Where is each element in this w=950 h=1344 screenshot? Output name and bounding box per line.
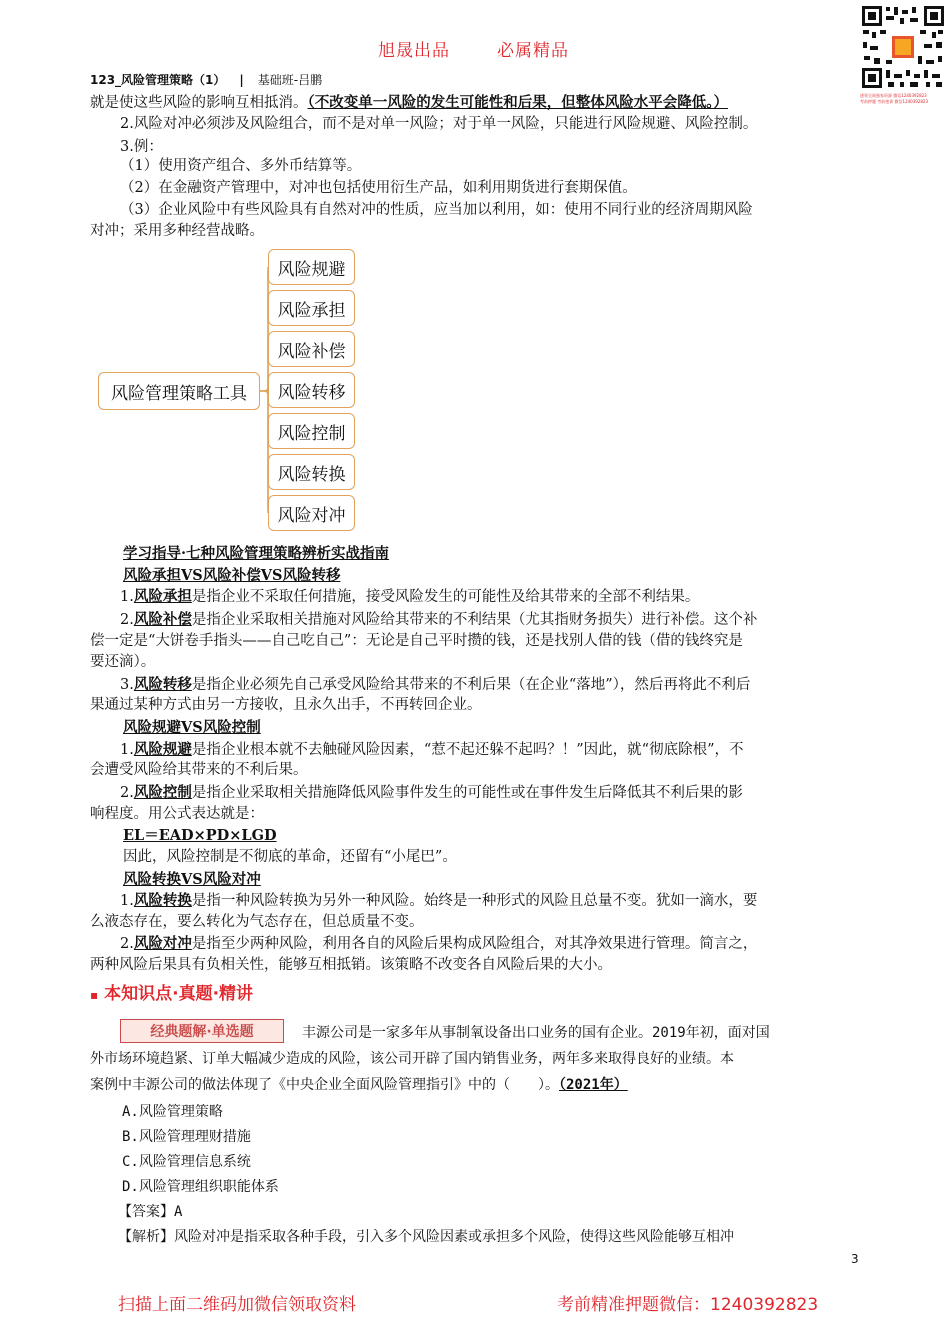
guide-title: 学习指导·七种风险管理策略辨析实战指南 xyxy=(123,545,390,562)
term-risk-control: 风险控制 xyxy=(133,784,192,801)
guide-s3-item-2-line-2: 两种风险后果具有负相关性，能够互相抵销。该策略不改变各自风险后果的大小。 xyxy=(90,957,612,973)
intro-line-6: （3）企业风险中有些风险具有自然对冲的性质，应当加以利用，如：使用不同行业的经济周期风险 xyxy=(120,202,753,218)
item-text: 是指企业采取相关措施对风险给其带来的不利结果（尤其指财务损失）进行补偿。这个补 xyxy=(191,612,758,628)
guide-section-1-title: 风险承担VS风险补偿VS风险转移 xyxy=(123,567,341,584)
intro-line-2: 2.风险对冲必须涉及风险组合，而不是对单一风险；对于单一风险，只能进行风险规避、风险控制。 xyxy=(120,116,758,132)
term-risk-transfer: 风险转移 xyxy=(133,676,192,693)
term-risk-acceptance: 风险承担 xyxy=(133,588,192,605)
question-stem-line-2: 外市场环境趋紧、订单大幅减少造成的风险，该公司开辟了国内销售业务，两年多来取得良好的业绩。本 xyxy=(90,1051,734,1067)
mindmap-node-6: 风险转换 xyxy=(268,454,355,490)
guide-s3-item-2 xyxy=(120,933,890,955)
option-c: C.风险管理信息系统 xyxy=(122,1154,251,1170)
guide-s2-item-1 xyxy=(120,739,890,761)
mindmap-node-2: 风险承担 xyxy=(268,290,355,326)
guide-s2-item-2-line-4: 因此，风险控制是不彻底的革命，还留有“小尾巴”。 xyxy=(123,849,457,865)
guide-s2-item-2 xyxy=(120,782,890,804)
qr-caption xyxy=(860,93,948,105)
guide-s2-item-1-line-2: 会遭受风险给其带来的不利后果。 xyxy=(90,762,308,778)
item-text: 是指企业必须先自己承受风险给其带来的不利后果（在企业“落地”），然后再将此不利后 xyxy=(191,677,751,693)
qr-code-image xyxy=(860,4,946,90)
mindmap-node-1: 风险规避 xyxy=(268,249,355,285)
qr-caption-line-1: 速领全网独家资源 微信1240392823 xyxy=(860,93,927,98)
intro-line-1 xyxy=(90,92,860,114)
item-text: 是指企业采取相关措施降低风险事件发生的可能性或在事件发生后降低其不利后果的影 xyxy=(191,785,743,801)
item-number: 1. xyxy=(120,742,134,758)
guide-s2-item-2-line-2: 响程度。用公式表达就是： xyxy=(90,806,264,822)
question-stem-line-3 xyxy=(90,1074,628,1094)
intro-line-5: （2）在金融资产管理中，对冲也包括使用衍生产品，如利用期货进行套期保值。 xyxy=(120,180,637,196)
qr-code xyxy=(860,4,946,90)
guide-s1-item-1 xyxy=(120,586,890,608)
item-text: 是指企业根本就不去触碰风险因素，“惹不起还躲不起吗？！”因此，就“彻底除根”，不 xyxy=(191,742,744,758)
option-b: B.风险管理理财措施 xyxy=(122,1129,251,1145)
guide-section-2-title: 风险规避VS风险控制 xyxy=(123,719,261,736)
analysis-text: 风险对冲是指采取各种手段，引入多个风险因素或承担多个风险，使得这些风险能够互相冲 xyxy=(174,1229,734,1245)
intro-line-7: 对冲；采用多种经营战略。 xyxy=(90,223,264,239)
footer-right: 考前精准押题微信：1240392823 xyxy=(557,1295,819,1315)
brand-right: 必属精品 xyxy=(497,41,569,61)
guide-s1-item-2-line-2: 偿一定是“大饼卷手指头——自己吃自己”：无论是自己平时攒的钱，还是找别人借的钱（借的钱终究是 xyxy=(90,633,743,649)
mindmap-node-5: 风险控制 xyxy=(268,413,355,449)
item-text: 是指企业不采取任何措施，接受风险发生的可能性及给其带来的全部不利结果。 xyxy=(191,589,700,605)
item-number: 3. xyxy=(120,677,134,693)
guide-s1-item-3 xyxy=(120,674,890,696)
item-number: 1. xyxy=(120,589,134,605)
footer-left: 扫描上面二维码加微信领取资料 xyxy=(118,1295,356,1315)
page-number: 3 xyxy=(851,1252,859,1266)
mindmap xyxy=(90,245,470,535)
term-risk-hedging: 风险对冲 xyxy=(133,935,192,952)
stem-text: 案例中丰源公司的做法体现了《中央企业全面风险管理指引》中的（ ）。 xyxy=(90,1077,559,1093)
intro-note: （不改变单一风险的发生可能性和后果，但整体风险水平会降低。） xyxy=(307,94,728,111)
question-type-tag: 经典题解·单选题 xyxy=(120,1019,284,1043)
item-number: 2. xyxy=(120,612,134,628)
header-subtitle: 基础班-吕鹏 xyxy=(257,73,323,87)
item-number: 2. xyxy=(120,785,134,801)
qr-caption-line-2: 考前押题 考前密训 微信1240392823 xyxy=(860,99,928,104)
option-a: A.风险管理策略 xyxy=(122,1104,223,1120)
section-title: 本知识点·真题·精讲 xyxy=(104,984,254,1004)
header-title: 123_风险管理策略（1） xyxy=(90,73,226,87)
term-risk-avoidance: 风险规避 xyxy=(133,741,192,758)
formula: EL＝EAD×PD×LGD xyxy=(123,827,277,844)
item-number: 1. xyxy=(120,893,134,909)
running-header xyxy=(90,71,322,88)
intro-text: 就是使这些风险的影响互相抵消。 xyxy=(90,95,308,111)
guide-s1-item-2 xyxy=(120,609,890,631)
guide-s3-item-1-line-2: 么液态存在，要么转化为气态存在，但总质量不变。 xyxy=(90,914,424,930)
brand-left: 旭晟出品 xyxy=(378,41,450,61)
analysis-label: 【解析】 xyxy=(118,1229,174,1245)
mindmap-node-4: 风险转移 xyxy=(268,372,355,408)
item-text: 是指至少两种风险，利用各自的风险后果构成风险组合，对其净效果进行管理。简言之， xyxy=(191,936,758,952)
term-risk-compensation: 风险补偿 xyxy=(133,611,192,628)
mindmap-node-3: 风险补偿 xyxy=(268,331,355,367)
section-heading xyxy=(90,979,253,1004)
guide-s3-item-1 xyxy=(120,890,890,912)
intro-line-3: 3.例： xyxy=(120,139,163,155)
question-stem-line-1: 丰源公司是一家多年从事制氧设备出口业务的国有企业。2019年初，面对国 xyxy=(302,1025,770,1041)
guide-s1-item-3-line-2: 果通过某种方式由另一方接收，且永久出手，不再转回企业。 xyxy=(90,697,482,713)
mindmap-node-7: 风险对冲 xyxy=(268,495,355,531)
analysis xyxy=(118,1226,734,1246)
question-year: （2021年） xyxy=(559,1077,628,1093)
header-separator: | xyxy=(239,73,244,87)
item-text: 是指一种风险转换为另外一种风险。始终是一种形式的风险且总量不变。犹如一滴水，要 xyxy=(191,893,758,909)
option-d: D.风险管理组织职能体系 xyxy=(122,1179,279,1195)
term-risk-conversion: 风险转换 xyxy=(133,892,192,909)
mindmap-root: 风险管理策略工具 xyxy=(98,372,260,410)
guide-section-3-title: 风险转换VS风险对冲 xyxy=(123,871,261,888)
intro-line-4: （1）使用资产组合、多外币结算等。 xyxy=(120,158,362,174)
answer: 【答案】A xyxy=(118,1204,183,1220)
item-number: 2. xyxy=(120,936,134,952)
guide-s1-item-2-line-3: 要还滴）。 xyxy=(90,654,156,670)
bullet-icon: ▪ xyxy=(90,988,99,1002)
